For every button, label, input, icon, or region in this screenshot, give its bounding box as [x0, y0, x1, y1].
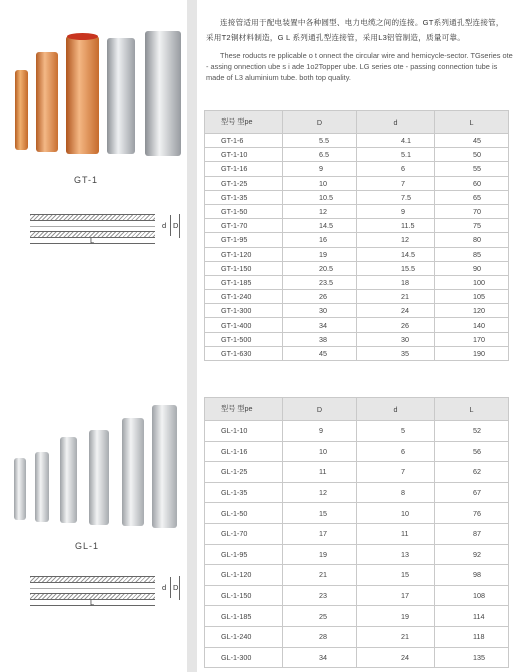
cell-type: GT-1-70 — [205, 219, 283, 233]
cell-d: 30 — [357, 332, 435, 346]
cell-d: 21 — [357, 626, 435, 647]
cell-type: GT-1-120 — [205, 247, 283, 261]
gt-diagram — [30, 214, 190, 248]
gt-diagram-top-wall — [30, 214, 155, 221]
cell-D: 6.5 — [283, 148, 357, 162]
cell-d: 13 — [357, 544, 435, 565]
table-row — [205, 647, 509, 668]
cell-D: 19 — [283, 544, 357, 565]
cell-d: 8 — [357, 482, 435, 503]
table-row — [205, 565, 509, 586]
gt-caption: GT-1 — [74, 175, 99, 185]
gl-tube-4 — [89, 430, 109, 525]
cell-L: 190 — [435, 346, 509, 360]
cell-L: 140 — [435, 318, 509, 332]
cell-L: 92 — [435, 544, 509, 565]
gl-diagram-centerline — [30, 588, 155, 589]
table-row — [205, 544, 509, 565]
cell-d: 24 — [357, 304, 435, 318]
spec-column — [197, 0, 518, 672]
copper-tube-3 — [66, 36, 99, 154]
gl-caption: GL-1 — [75, 541, 100, 551]
cell-d: 7 — [357, 462, 435, 483]
cell-D: 25 — [283, 606, 357, 627]
cell-D: 34 — [283, 318, 357, 332]
cell-d: 6 — [357, 441, 435, 462]
table-row — [205, 162, 509, 176]
aluminium-tube-2 — [145, 31, 181, 156]
table-header-row — [205, 111, 509, 134]
cell-L: 108 — [435, 585, 509, 606]
cell-type: GT-1-10 — [205, 148, 283, 162]
table-row — [205, 261, 509, 275]
cell-type: GT-1-50 — [205, 204, 283, 218]
gl-tube-2 — [35, 452, 49, 522]
gt-diagram-dim-D — [179, 214, 180, 238]
cell-type: GT-1-6 — [205, 134, 283, 148]
gl-diagram — [30, 576, 190, 610]
copper-tube-3-top — [67, 33, 98, 40]
cell-type: GT-1-500 — [205, 332, 283, 346]
table-row — [205, 421, 509, 442]
cell-L: 98 — [435, 565, 509, 586]
cell-D: 12 — [283, 204, 357, 218]
gt-diagram-label-D: D — [173, 221, 179, 230]
cell-D: 15 — [283, 503, 357, 524]
cell-type: GL-1-120 — [205, 565, 283, 586]
cell-L: 90 — [435, 261, 509, 275]
table-row — [205, 290, 509, 304]
cell-D: 10 — [283, 176, 357, 190]
cell-type: GT-1-240 — [205, 290, 283, 304]
cell-L: 70 — [435, 204, 509, 218]
cell-D: 9 — [283, 421, 357, 442]
cell-type: GT-1-95 — [205, 233, 283, 247]
gt-diagram-dim-d — [170, 215, 171, 236]
table-row — [205, 523, 509, 544]
header-L: L — [435, 398, 509, 421]
cell-d: 24 — [357, 647, 435, 668]
cell-type: GT-1-300 — [205, 304, 283, 318]
gl-diagram-dim-d — [170, 577, 171, 598]
cell-d: 4.1 — [357, 134, 435, 148]
cell-d: 15 — [357, 565, 435, 586]
table-row — [205, 275, 509, 289]
cell-d: 7.5 — [357, 190, 435, 204]
header-d: d — [357, 398, 435, 421]
table-row — [205, 346, 509, 360]
cell-D: 23 — [283, 585, 357, 606]
gl-diagram-top-wall — [30, 576, 155, 583]
cell-d: 11 — [357, 523, 435, 544]
gl-tube-1 — [14, 458, 26, 520]
gt-diagram-label-d: d — [162, 221, 167, 230]
cell-D: 45 — [283, 346, 357, 360]
cell-type: GT-1-35 — [205, 190, 283, 204]
cell-type: GT-1-16 — [205, 162, 283, 176]
cell-L: 100 — [435, 275, 509, 289]
cell-D: 21 — [283, 565, 357, 586]
table-row — [205, 204, 509, 218]
header-type: 型号 型pe — [205, 111, 283, 134]
table-row — [205, 134, 509, 148]
cell-D: 26 — [283, 290, 357, 304]
table-header-row — [205, 398, 509, 421]
cell-type: GT-1-400 — [205, 318, 283, 332]
table-row — [205, 318, 509, 332]
cell-d: 10 — [357, 503, 435, 524]
cell-D: 23.5 — [283, 275, 357, 289]
cell-d: 7 — [357, 176, 435, 190]
cell-d: 11.5 — [357, 219, 435, 233]
cell-L: 65 — [435, 190, 509, 204]
cell-d: 26 — [357, 318, 435, 332]
header-d: d — [357, 111, 435, 134]
cell-d: 35 — [357, 346, 435, 360]
cell-D: 20.5 — [283, 261, 357, 275]
cell-type: GL-1-150 — [205, 585, 283, 606]
cell-type: GL-1-25 — [205, 462, 283, 483]
cell-D: 12 — [283, 482, 357, 503]
cell-L: 56 — [435, 441, 509, 462]
table-row — [205, 176, 509, 190]
cell-L: 85 — [435, 247, 509, 261]
cell-D: 10 — [283, 441, 357, 462]
cell-type: GL-1-185 — [205, 606, 283, 627]
cell-type: GL-1-35 — [205, 482, 283, 503]
copper-tube-1 — [15, 70, 28, 150]
table-row — [205, 585, 509, 606]
cell-type: GL-1-70 — [205, 523, 283, 544]
cell-D: 17 — [283, 523, 357, 544]
table-row — [205, 219, 509, 233]
cell-type: GL-1-300 — [205, 647, 283, 668]
cell-L: 50 — [435, 148, 509, 162]
header-D: D — [283, 111, 357, 134]
gl-tube-5 — [122, 418, 144, 526]
cell-L: 118 — [435, 626, 509, 647]
intro-english: These roducts re pplicable o t onnect the circular wire and hemicycle-sector. TGseries ote - assing onnection ube s i ade 1o2Topper ube. LG series ote - passing connection tube is made of L3 aluminium tube. both top quality. — [206, 51, 513, 82]
cell-D: 34 — [283, 647, 357, 668]
cell-type: GL-1-16 — [205, 441, 283, 462]
column-divider — [187, 0, 197, 672]
cell-L: 62 — [435, 462, 509, 483]
gl-tube-6 — [152, 405, 177, 528]
gl-diagram-label-D: D — [173, 583, 179, 592]
table-row — [205, 304, 509, 318]
cell-L: 80 — [435, 233, 509, 247]
cell-D: 11 — [283, 462, 357, 483]
cell-type: GL-1-10 — [205, 421, 283, 442]
cell-d: 21 — [357, 290, 435, 304]
cell-L: 114 — [435, 606, 509, 627]
table-row — [205, 482, 509, 503]
table-row — [205, 190, 509, 204]
cell-d: 9 — [357, 204, 435, 218]
gl-diagram-dim-D — [179, 576, 180, 600]
product-images-column — [0, 0, 187, 672]
cell-type: GT-1-25 — [205, 176, 283, 190]
cell-d: 12 — [357, 233, 435, 247]
cell-type: GT-1-630 — [205, 346, 283, 360]
cell-D: 19 — [283, 247, 357, 261]
cell-d: 19 — [357, 606, 435, 627]
gt-diagram-centerline — [30, 226, 155, 227]
cell-L: 75 — [435, 219, 509, 233]
cell-type: GL-1-50 — [205, 503, 283, 524]
table-row — [205, 233, 509, 247]
cell-d: 18 — [357, 275, 435, 289]
cell-L: 105 — [435, 290, 509, 304]
gl-tube-3 — [60, 437, 77, 523]
cell-L: 60 — [435, 176, 509, 190]
cell-L: 52 — [435, 421, 509, 442]
cell-L: 76 — [435, 503, 509, 524]
cell-type: GT-1-185 — [205, 275, 283, 289]
cell-D: 30 — [283, 304, 357, 318]
table-row — [205, 441, 509, 462]
cell-D: 10.5 — [283, 190, 357, 204]
table-row — [205, 626, 509, 647]
intro-chinese: 连接管适用于配电装置中各种圆型、电力电缆之间的连接。GT系列通孔型连接管，采用T2铜材料制造，G L 系列通孔型连接管，采用L3铝管制造，质量可靠。 — [206, 18, 504, 42]
gt-spec-table — [204, 110, 509, 361]
cell-d: 15.5 — [357, 261, 435, 275]
gl-diagram-label-L: L — [90, 598, 95, 607]
cell-d: 5 — [357, 421, 435, 442]
cell-D: 5.5 — [283, 134, 357, 148]
table-row — [205, 606, 509, 627]
header-L: L — [435, 111, 509, 134]
cell-L: 67 — [435, 482, 509, 503]
cell-d: 14.5 — [357, 247, 435, 261]
cell-D: 14.5 — [283, 219, 357, 233]
gl-spec-table — [204, 397, 509, 668]
cell-L: 170 — [435, 332, 509, 346]
table-row — [205, 462, 509, 483]
cell-L: 135 — [435, 647, 509, 668]
gl-diagram-label-d: d — [162, 583, 167, 592]
cell-D: 38 — [283, 332, 357, 346]
cell-D: 28 — [283, 626, 357, 647]
cell-D: 9 — [283, 162, 357, 176]
cell-L: 120 — [435, 304, 509, 318]
header-D: D — [283, 398, 357, 421]
table-row — [205, 148, 509, 162]
table-row — [205, 332, 509, 346]
table-row — [205, 247, 509, 261]
cell-D: 16 — [283, 233, 357, 247]
cell-L: 55 — [435, 162, 509, 176]
copper-tube-2 — [36, 52, 58, 152]
cell-d: 6 — [357, 162, 435, 176]
cell-type: GL-1-95 — [205, 544, 283, 565]
cell-L: 45 — [435, 134, 509, 148]
gt-diagram-label-L: L — [90, 236, 95, 245]
cell-d: 17 — [357, 585, 435, 606]
cell-type: GL-1-240 — [205, 626, 283, 647]
table-row — [205, 503, 509, 524]
aluminium-tube-1 — [107, 38, 135, 154]
cell-type: GT-1-150 — [205, 261, 283, 275]
header-type: 型号 型pe — [205, 398, 283, 421]
cell-d: 5.1 — [357, 148, 435, 162]
cell-L: 87 — [435, 523, 509, 544]
